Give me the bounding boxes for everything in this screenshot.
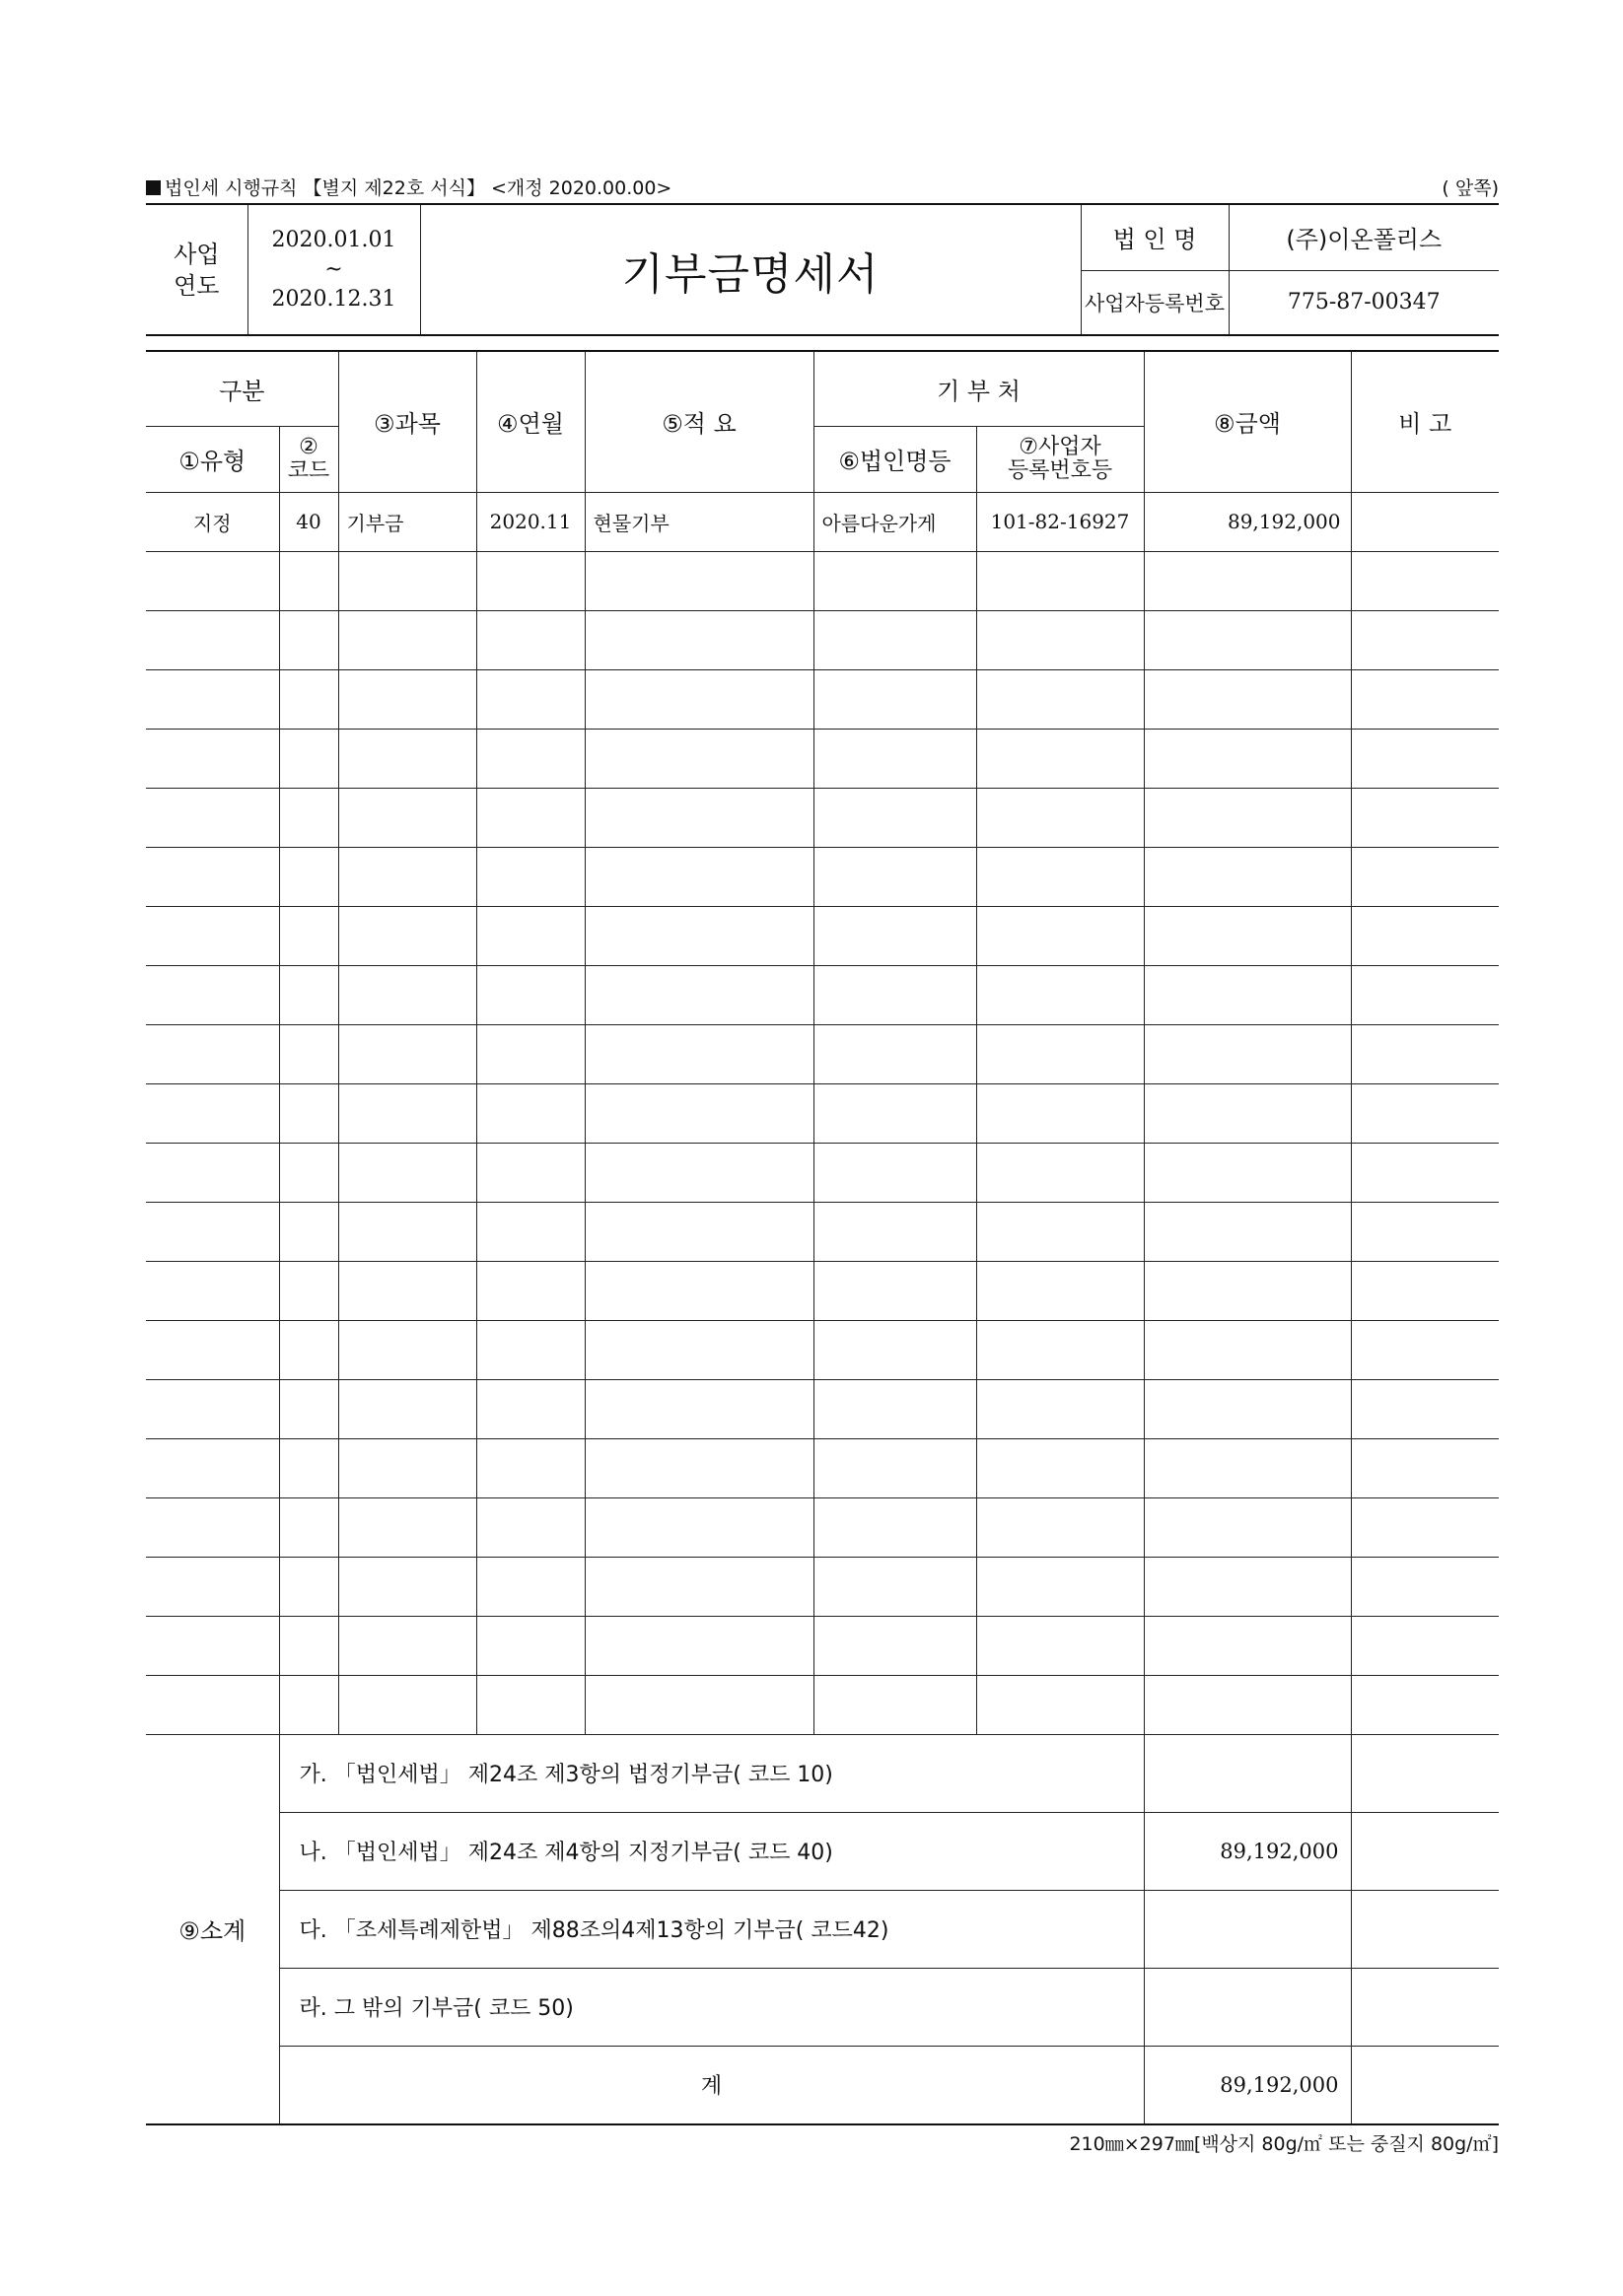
col-code-number: ② [299, 434, 318, 459]
empty-cell [1144, 847, 1351, 906]
table-row [146, 1675, 1499, 1734]
empty-cell [279, 1438, 338, 1497]
empty-cell [338, 1497, 476, 1557]
empty-cell [1144, 1497, 1351, 1557]
empty-cell [1351, 1557, 1499, 1616]
empty-cell [585, 729, 813, 788]
empty-cell [585, 1616, 813, 1675]
empty-cell [1351, 669, 1499, 729]
empty-cell [1351, 1675, 1499, 1734]
empty-cell [476, 551, 585, 610]
table-row [146, 1024, 1499, 1083]
empty-cell [476, 1438, 585, 1497]
empty-cell [338, 1261, 476, 1320]
empty-cell [813, 1438, 976, 1497]
empty-cell [279, 1083, 338, 1143]
subtotal-remarks [1351, 1734, 1499, 1812]
empty-cell [1144, 1557, 1351, 1616]
empty-cell [338, 1557, 476, 1616]
table-row [146, 847, 1499, 906]
empty-cell [338, 1083, 476, 1143]
empty-cell [976, 847, 1144, 906]
empty-cell [1144, 1024, 1351, 1083]
empty-cell [476, 906, 585, 965]
empty-cell [585, 1143, 813, 1202]
form-page [146, 168, 1499, 2156]
col-type-header: ①유형 [146, 426, 279, 492]
table-row [146, 906, 1499, 965]
empty-cell [813, 1379, 976, 1438]
subtotal-remarks [1351, 1968, 1499, 2046]
table-row [146, 965, 1499, 1024]
empty-cell [146, 551, 279, 610]
empty-cell [1144, 1143, 1351, 1202]
period-end: 2020.12.31 [271, 286, 396, 312]
table-row [146, 1616, 1499, 1675]
empty-cell [476, 965, 585, 1024]
empty-cell [279, 1320, 338, 1379]
empty-cell [1144, 788, 1351, 847]
total-label: 계 [279, 2046, 1144, 2124]
table-row [146, 669, 1499, 729]
empty-cell [279, 1675, 338, 1734]
col-donee-name-header: ⑥법인명등 [813, 426, 976, 492]
empty-cell [1144, 906, 1351, 965]
empty-cell [585, 1497, 813, 1557]
empty-cell [1351, 788, 1499, 847]
empty-cell [476, 1379, 585, 1438]
subtotal-row [146, 1734, 1499, 1812]
empty-cell [976, 729, 1144, 788]
col-donee-reg-line1: ⑦사업자 [1019, 434, 1101, 459]
empty-cell [146, 1261, 279, 1320]
cell-donee: 아름다운가게 [813, 492, 976, 551]
empty-cell [813, 1202, 976, 1261]
col-amount-header: ⑧금액 [1144, 351, 1351, 492]
empty-cell [1144, 729, 1351, 788]
empty-cell [146, 1438, 279, 1497]
empty-cell [146, 965, 279, 1024]
cell-month: 2020.11 [476, 492, 585, 551]
empty-cell [976, 1083, 1144, 1143]
empty-cell [146, 847, 279, 906]
table-row [146, 1438, 1499, 1497]
cell-remarks [1351, 492, 1499, 551]
empty-cell [813, 1320, 976, 1379]
empty-cell [279, 1497, 338, 1557]
empty-cell [338, 906, 476, 965]
empty-cell [279, 788, 338, 847]
empty-cell [476, 1616, 585, 1675]
total-amount: 89,192,000 [1144, 2046, 1351, 2124]
empty-cell [813, 1557, 976, 1616]
empty-cell [585, 1675, 813, 1734]
table-row [146, 551, 1499, 610]
empty-cell [813, 1083, 976, 1143]
empty-cell [813, 1024, 976, 1083]
table-row [146, 788, 1499, 847]
empty-cell [338, 965, 476, 1024]
empty-cell [976, 1024, 1144, 1083]
empty-cell [1351, 1083, 1499, 1143]
empty-cell [585, 551, 813, 610]
empty-cell [279, 610, 338, 669]
empty-cell [976, 669, 1144, 729]
empty-cell [1351, 1320, 1499, 1379]
empty-cell [1351, 1024, 1499, 1083]
empty-cell [476, 669, 585, 729]
empty-cell [1351, 965, 1499, 1024]
empty-cell [585, 965, 813, 1024]
empty-cell [585, 847, 813, 906]
empty-cell [476, 1497, 585, 1557]
empty-cell [476, 729, 585, 788]
cell-type: 지정 [146, 492, 279, 551]
empty-cell [1351, 1438, 1499, 1497]
total-row [146, 2046, 1499, 2124]
empty-cell [976, 1143, 1144, 1202]
empty-cell [476, 1024, 585, 1083]
empty-cell [976, 906, 1144, 965]
subtotal-remarks [1351, 1890, 1499, 1968]
empty-cell [338, 1143, 476, 1202]
empty-cell [813, 965, 976, 1024]
empty-cell [279, 1143, 338, 1202]
subtotal-row [146, 1890, 1499, 1968]
empty-cell [279, 1379, 338, 1438]
empty-cell [279, 965, 338, 1024]
empty-cell [476, 1675, 585, 1734]
empty-cell [976, 1557, 1144, 1616]
paper-spec: 210㎜×297㎜[백상지 80g/㎡ 또는 중질지 80g/㎡] [1069, 2132, 1499, 2155]
empty-cell [146, 1379, 279, 1438]
empty-cell [1351, 1616, 1499, 1675]
empty-cell [338, 551, 476, 610]
total-remarks [1351, 2046, 1499, 2124]
empty-cell [338, 669, 476, 729]
col-summary-header: ⑤적 요 [585, 351, 813, 492]
empty-cell [279, 847, 338, 906]
empty-cell [1351, 729, 1499, 788]
empty-cell [476, 610, 585, 669]
empty-cell [1144, 1320, 1351, 1379]
empty-cell [476, 847, 585, 906]
empty-cell [146, 1675, 279, 1734]
biz-no-value: 775-87-00347 [1229, 270, 1499, 335]
empty-cell [1351, 1261, 1499, 1320]
biz-no-label: 사업자등록번호 [1081, 270, 1229, 335]
empty-cell [338, 1438, 476, 1497]
empty-cell [976, 1497, 1144, 1557]
empty-cell [1351, 551, 1499, 610]
subtotal-amount [1144, 1734, 1351, 1812]
empty-cell [813, 1616, 976, 1675]
empty-cell [585, 1557, 813, 1616]
fiscal-year-label: 사업 연도 [146, 204, 247, 335]
empty-cell [585, 906, 813, 965]
empty-cell [585, 1320, 813, 1379]
empty-cell [813, 1261, 976, 1320]
empty-cell [976, 1202, 1144, 1261]
table-row [146, 1143, 1499, 1202]
empty-cell [585, 1438, 813, 1497]
table-row [146, 1379, 1499, 1438]
form-topline [146, 168, 1499, 203]
empty-cell [585, 1261, 813, 1320]
empty-cell [146, 906, 279, 965]
empty-cell [585, 1083, 813, 1143]
empty-cell [1144, 1379, 1351, 1438]
col-subject-header: ③과목 [338, 351, 476, 492]
empty-cell [338, 1024, 476, 1083]
empty-cell [279, 669, 338, 729]
cell-summary: 현물기부 [585, 492, 813, 551]
empty-cell [279, 1202, 338, 1261]
subtotal-row [146, 1812, 1499, 1890]
table-row [146, 1497, 1499, 1557]
col-month-header: ④연월 [476, 351, 585, 492]
empty-cell [146, 1320, 279, 1379]
cell-reg: 101-82-16927 [976, 492, 1144, 551]
empty-cell [338, 1202, 476, 1261]
empty-cell [1144, 551, 1351, 610]
empty-cell [976, 1379, 1144, 1438]
period-tilde: ~ [324, 256, 343, 282]
col-donee-header: 기 부 처 [813, 351, 1144, 426]
empty-cell [585, 1024, 813, 1083]
header-table [146, 203, 1499, 336]
empty-cell [1144, 1438, 1351, 1497]
empty-cell [585, 1202, 813, 1261]
empty-cell [476, 788, 585, 847]
col-donee-reg-header [976, 426, 1144, 492]
empty-cell [1351, 610, 1499, 669]
empty-cell [1351, 847, 1499, 906]
empty-cell [1144, 610, 1351, 669]
empty-cell [813, 1497, 976, 1557]
empty-cell [976, 610, 1144, 669]
empty-cell [279, 729, 338, 788]
subtotal-label: ⑨소계 [146, 1734, 279, 2124]
empty-cell [813, 1675, 976, 1734]
subtotal-item: 라. 그 밖의 기부금( 코드 50) [279, 1968, 1144, 2046]
empty-cell [1351, 1202, 1499, 1261]
empty-cell [585, 1379, 813, 1438]
empty-cell [585, 669, 813, 729]
cell-subject: 기부금 [338, 492, 476, 551]
empty-rows [146, 551, 1499, 1734]
empty-cell [279, 1024, 338, 1083]
empty-cell [338, 1675, 476, 1734]
table-row [146, 1202, 1499, 1261]
empty-cell [338, 788, 476, 847]
empty-cell [813, 610, 976, 669]
empty-cell [813, 669, 976, 729]
subtotal-amount [1144, 1968, 1351, 2046]
empty-cell [146, 1557, 279, 1616]
empty-cell [1144, 1202, 1351, 1261]
empty-cell [279, 551, 338, 610]
empty-cell [976, 1616, 1144, 1675]
empty-cell [476, 1261, 585, 1320]
corp-name-label: 법 인 명 [1081, 204, 1229, 270]
empty-cell [146, 788, 279, 847]
empty-cell [338, 1616, 476, 1675]
subtotal-item: 가. 「법인세법」 제24조 제3항의 법정기부금( 코드 10) [279, 1734, 1144, 1812]
empty-cell [976, 1438, 1144, 1497]
empty-cell [1144, 1616, 1351, 1675]
empty-cell [585, 610, 813, 669]
empty-cell [813, 729, 976, 788]
table-row [146, 610, 1499, 669]
table-row [146, 1083, 1499, 1143]
table-row [146, 1320, 1499, 1379]
empty-cell [976, 965, 1144, 1024]
empty-cell [146, 729, 279, 788]
cell-amount: 89,192,000 [1144, 492, 1351, 551]
empty-cell [976, 1320, 1144, 1379]
empty-cell [1144, 1675, 1351, 1734]
empty-cell [476, 1143, 585, 1202]
page-side: ( 앞쪽) [1442, 177, 1499, 199]
empty-cell [813, 551, 976, 610]
empty-cell [976, 788, 1144, 847]
table-row [146, 729, 1499, 788]
empty-cell [338, 847, 476, 906]
table-row [146, 1557, 1499, 1616]
donation-table [146, 350, 1499, 2125]
empty-cell [1144, 669, 1351, 729]
empty-cell [476, 1320, 585, 1379]
empty-cell [976, 1675, 1144, 1734]
empty-cell [476, 1083, 585, 1143]
empty-cell [146, 1143, 279, 1202]
corp-name-value: (주)이온폴리스 [1229, 204, 1499, 270]
empty-cell [146, 1497, 279, 1557]
empty-cell [813, 788, 976, 847]
empty-cell [146, 610, 279, 669]
empty-cell [1351, 1143, 1499, 1202]
cell-code: 40 [279, 492, 338, 551]
empty-cell [476, 1202, 585, 1261]
subtotal-item: 나. 「법인세법」 제24조 제4항의 지정기부금( 코드 40) [279, 1812, 1144, 1890]
fiscal-period [247, 204, 420, 335]
empty-cell [146, 1024, 279, 1083]
col-donee-reg-line2: 등록번호등 [1007, 457, 1113, 483]
empty-cell [146, 669, 279, 729]
empty-cell [279, 1616, 338, 1675]
square-bullet-icon [146, 180, 161, 195]
regulation-reference: 법인세 시행규칙 【별지 제22호 서식】 <개정 2020.00.00> [165, 177, 672, 199]
col-remarks-header: 비 고 [1351, 351, 1499, 492]
empty-cell [279, 1557, 338, 1616]
subtotal-remarks [1351, 1812, 1499, 1890]
empty-cell [146, 1202, 279, 1261]
empty-cell [338, 1320, 476, 1379]
empty-cell [813, 906, 976, 965]
table-row [146, 1261, 1499, 1320]
col-group-header: 구분 [146, 351, 338, 426]
empty-cell [1144, 1083, 1351, 1143]
subtotal-item: 다. 「조세특례제한법」 제88조의4제13항의 기부금( 코드42) [279, 1890, 1144, 1968]
table-row [146, 492, 1499, 551]
empty-cell [976, 551, 1144, 610]
empty-cell [1144, 1261, 1351, 1320]
empty-cell [476, 1557, 585, 1616]
empty-cell [338, 729, 476, 788]
empty-cell [585, 788, 813, 847]
subtotal-amount: 89,192,000 [1144, 1812, 1351, 1890]
empty-cell [146, 1616, 279, 1675]
subtotal-amount [1144, 1890, 1351, 1968]
empty-cell [813, 1143, 976, 1202]
subtotal-row [146, 1968, 1499, 2046]
empty-cell [1144, 965, 1351, 1024]
empty-cell [813, 847, 976, 906]
empty-cell [1351, 1497, 1499, 1557]
empty-cell [279, 906, 338, 965]
empty-cell [976, 1261, 1144, 1320]
period-start: 2020.01.01 [271, 227, 396, 252]
empty-cell [1351, 1379, 1499, 1438]
empty-cell [338, 610, 476, 669]
empty-cell [146, 1083, 279, 1143]
empty-cell [1351, 906, 1499, 965]
col-code-label: 코드 [287, 457, 330, 483]
empty-cell [279, 1261, 338, 1320]
col-code-header [279, 426, 338, 492]
form-title: 기부금명세서 [420, 204, 1081, 335]
empty-cell [338, 1379, 476, 1438]
